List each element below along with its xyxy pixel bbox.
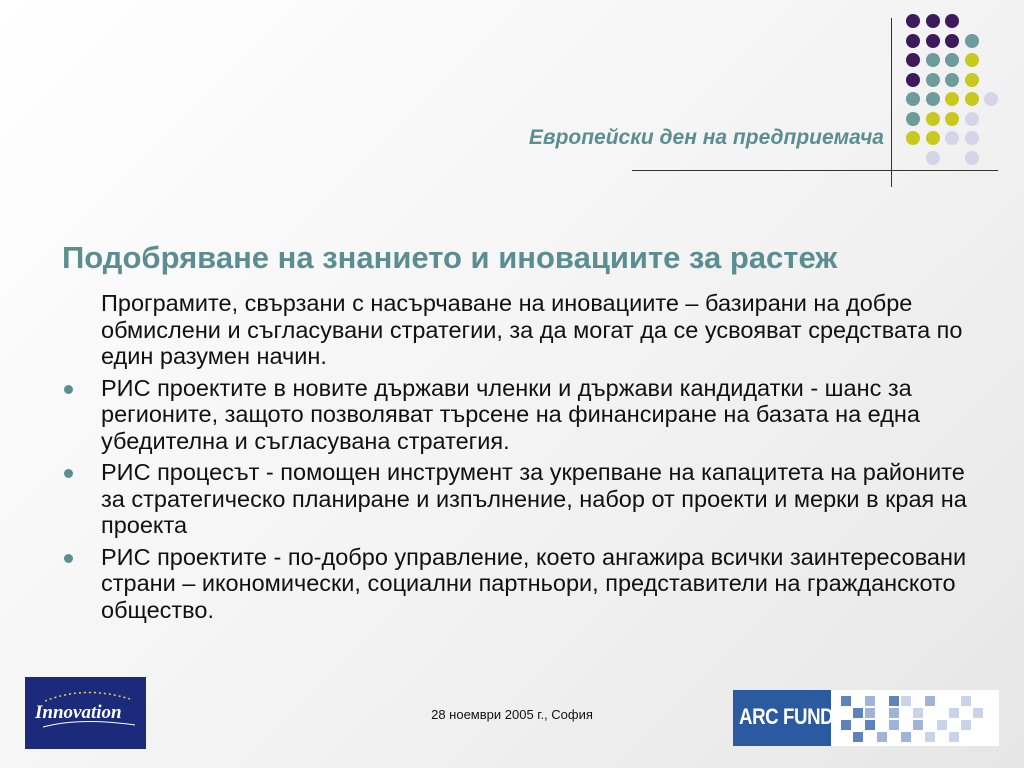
arc-fund-logo-square: [913, 708, 923, 718]
decorative-dot: [926, 92, 940, 106]
divider-horizontal: [632, 170, 998, 171]
decorative-dot: [926, 73, 940, 87]
arc-fund-logo-square: [841, 720, 851, 730]
decorative-dot: [965, 34, 979, 48]
arc-fund-logo-square: [937, 720, 947, 730]
decorative-dot: [926, 34, 940, 48]
decorative-dot: [945, 92, 959, 106]
decorative-dot: [926, 131, 940, 145]
bullet-text: РИС проектите в новите държави членки и държави кандидатки - шанс за регионите, защото позволяват търсене на финансиране на базата на една убедителна и съгласувана стратегия.: [101, 374, 920, 454]
arc-fund-logo-square: [841, 696, 851, 706]
arc-fund-logo-square: [961, 720, 971, 730]
decorative-dot: [926, 14, 940, 28]
arc-fund-logo-square: [949, 708, 959, 718]
bullet-item: [62, 459, 972, 539]
decorative-dot: [965, 151, 979, 165]
bullet-icon: [64, 554, 73, 563]
decorative-dot: [926, 112, 940, 126]
bullet-item: [62, 375, 972, 455]
decorative-dot: [906, 73, 920, 87]
bullet-icon: [64, 469, 73, 478]
arc-fund-logo-square: [973, 708, 983, 718]
arc-fund-logo-box: [733, 690, 834, 746]
decorative-dot: [984, 92, 998, 106]
decorative-dot: [926, 53, 940, 67]
arc-fund-logo-square: [901, 696, 911, 706]
paragraph-text: Програмите, свързани с насърчаване на иновациите – базирани на добре обмислени и съгласувани стратегии, за да могат да се усвояват средствата по един разумен начин.: [101, 290, 963, 369]
footer-date: 28 ноември 2005 г., София: [431, 707, 593, 722]
arc-fund-logo-square: [889, 696, 899, 706]
arc-fund-logo-square: [853, 732, 863, 742]
decorative-dot: [945, 53, 959, 67]
arc-fund-logo-square: [925, 732, 935, 742]
bullet-item: [62, 544, 972, 624]
decorative-dot: [926, 151, 940, 165]
decorative-dot: [945, 73, 959, 87]
body-paragraph: [62, 290, 972, 370]
arc-fund-logo-square: [865, 708, 875, 718]
arc-fund-logo-square: [901, 732, 911, 742]
slide-body: [62, 290, 972, 628]
arc-fund-logo-square: [889, 720, 899, 730]
decorative-dot: [906, 112, 920, 126]
bullet-text: РИС проектите - по-добро управление, което ангажира всички заинтересовани страни – икономически, социални партньори, представители на гражданското общество.: [101, 543, 967, 623]
decorative-dot: [906, 14, 920, 28]
decorative-dot: [906, 92, 920, 106]
arc-fund-logo-square: [865, 696, 875, 706]
slide-title: Подобряване на знанието и иновациите за растеж: [62, 240, 838, 275]
arc-fund-logo-text: ARC FUND: [739, 704, 834, 729]
decorative-dot: [945, 14, 959, 28]
arc-fund-logo: [733, 690, 999, 746]
decorative-dot: [965, 73, 979, 87]
decorative-dot: [965, 131, 979, 145]
arc-fund-logo-square: [961, 696, 971, 706]
decorative-dot-grid: [906, 14, 1006, 164]
arc-fund-logo-square: [889, 708, 899, 718]
arc-fund-logo-square: [949, 732, 959, 742]
decorative-dot: [906, 34, 920, 48]
arc-fund-logo-square: [865, 720, 875, 730]
decorative-dot: [945, 131, 959, 145]
decorative-dot: [945, 112, 959, 126]
decorative-dot: [906, 131, 920, 145]
innovation-logo-text: Innovation: [35, 702, 122, 723]
decorative-dot: [965, 92, 979, 106]
divider-vertical: [891, 18, 892, 187]
arc-fund-logo-square: [925, 696, 935, 706]
decorative-dot: [965, 112, 979, 126]
decorative-dot: [965, 53, 979, 67]
decorative-dot: [906, 53, 920, 67]
bullet-text: РИС процесът - помощен инструмент за укрепване на капацитета на районите за стратегическо планиране и изпълнение, набор от проекти и мерки в края на проекта: [101, 459, 967, 538]
arc-fund-logo-square: [913, 720, 923, 730]
arc-fund-logo-square: [877, 732, 887, 742]
decorative-dot: [945, 34, 959, 48]
arc-fund-logo-square: [853, 708, 863, 718]
header-title: Европейски ден на предприемача: [528, 126, 884, 149]
bullet-icon: [64, 385, 73, 394]
